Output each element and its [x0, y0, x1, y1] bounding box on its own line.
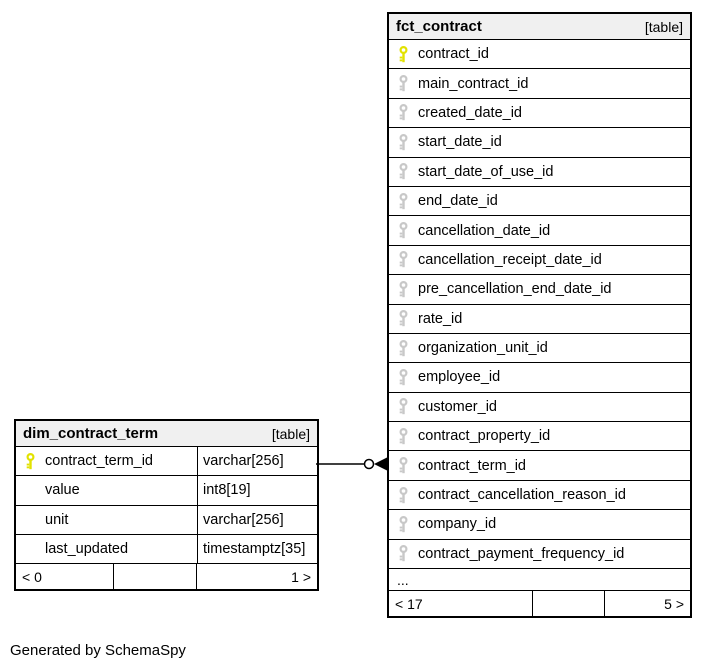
column-name: employee_id	[418, 369, 501, 386]
column-name: cancellation_receipt_date_id	[418, 251, 602, 268]
foreign-key-icon	[397, 428, 410, 445]
footer-child-count: 1 >	[291, 568, 311, 585]
foreign-key-icon	[397, 545, 410, 562]
relationship-arrowhead-icon	[374, 457, 388, 471]
column-row-customer_id	[389, 393, 690, 422]
foreign-key-icon	[397, 516, 410, 533]
foreign-key-icon	[397, 310, 410, 327]
table-title-dim-contract-term[interactable]: dim_contract_term	[23, 425, 159, 442]
column-row-created_date_id	[389, 99, 690, 128]
column-row-start_date_of_use_id	[389, 158, 690, 187]
column-row-company_id	[389, 510, 690, 539]
column-row-pre_cancellation_end_date_id	[389, 275, 690, 304]
foreign-key-icon	[397, 104, 410, 121]
column-row-contract_property_id	[389, 422, 690, 451]
column-row-start_date_id	[389, 128, 690, 157]
column-name: end_date_id	[418, 193, 498, 210]
column-name: start_date_id	[418, 134, 502, 151]
column-name: contract_term_id	[45, 453, 153, 470]
table-type-badge: [table]	[644, 18, 683, 35]
column-name-cell	[16, 476, 198, 504]
foreign-key-icon	[397, 75, 410, 92]
relationship-connector	[316, 444, 388, 484]
footer-parent-count: < 0	[16, 564, 114, 589]
primary-key-icon	[397, 46, 410, 63]
table-header-dim-contract-term[interactable]	[16, 421, 317, 447]
primary-key-icon	[24, 453, 37, 470]
table-node-dim-contract-term[interactable]	[14, 419, 319, 591]
column-name: main_contract_id	[418, 75, 529, 92]
column-name: unit	[45, 511, 69, 528]
foreign-key-icon	[397, 398, 410, 415]
footer-child-count: 5 >	[664, 595, 684, 612]
table-footer-dim-contract-term	[16, 564, 317, 589]
column-name-cell	[16, 535, 198, 563]
column-name-cell	[16, 506, 198, 534]
foreign-key-icon	[397, 369, 410, 386]
column-name: contract_id	[418, 46, 489, 63]
column-row-contract_term_id	[389, 451, 690, 480]
foreign-key-icon	[397, 251, 410, 268]
foreign-key-icon	[397, 193, 410, 210]
relationship-circle-marker	[365, 460, 374, 469]
column-row-value	[16, 476, 317, 505]
column-type: varchar[256]	[203, 453, 284, 470]
column-name: contract_payment_frequency_id	[418, 545, 625, 562]
column-name: rate_id	[418, 310, 463, 327]
column-row-cancellation_date_id	[389, 216, 690, 245]
table-header-fct-contract[interactable]	[389, 14, 690, 40]
column-name: last_updated	[45, 541, 129, 558]
foreign-key-icon	[397, 487, 410, 504]
columns-truncated-ellipsis: ...	[389, 569, 690, 591]
column-row-contract_cancellation_reason_id	[389, 481, 690, 510]
column-row-last_updated	[16, 535, 317, 564]
table-type-badge: [table]	[271, 425, 310, 442]
column-row-end_date_id	[389, 187, 690, 216]
foreign-key-icon	[397, 134, 410, 151]
column-name: created_date_id	[418, 104, 522, 121]
column-name: contract_term_id	[418, 457, 526, 474]
column-name: pre_cancellation_end_date_id	[418, 281, 612, 298]
column-row-organization_unit_id	[389, 334, 690, 363]
foreign-key-icon	[397, 340, 410, 357]
column-row-contract_term_id	[16, 447, 317, 476]
column-row-employee_id	[389, 363, 690, 392]
column-row-contract_id	[389, 40, 690, 69]
column-name: value	[45, 482, 80, 499]
footer-middle-cell	[533, 591, 605, 616]
column-name: contract_cancellation_reason_id	[418, 487, 626, 504]
foreign-key-icon	[397, 281, 410, 298]
column-row-rate_id	[389, 305, 690, 334]
table-node-fct-contract[interactable]	[387, 12, 692, 618]
column-type: timestamptz[35]	[203, 541, 306, 558]
generator-credit: Generated by SchemaSpy	[10, 642, 186, 659]
column-name: contract_property_id	[418, 428, 551, 445]
column-name: start_date_of_use_id	[418, 163, 554, 180]
column-type: varchar[256]	[203, 511, 284, 528]
column-name: customer_id	[418, 398, 497, 415]
column-name-cell	[16, 447, 198, 475]
foreign-key-icon	[397, 457, 410, 474]
column-row-main_contract_id	[389, 69, 690, 98]
table-title-fct-contract[interactable]: fct_contract	[396, 18, 482, 35]
table-footer-fct-contract	[389, 591, 690, 616]
foreign-key-icon	[397, 222, 410, 239]
column-row-contract_payment_frequency_id	[389, 540, 690, 569]
column-name: organization_unit_id	[418, 340, 548, 357]
column-type: int8[19]	[203, 482, 251, 499]
foreign-key-icon	[397, 163, 410, 180]
column-name: company_id	[418, 516, 497, 533]
footer-middle-cell	[114, 564, 197, 589]
column-name: cancellation_date_id	[418, 222, 551, 239]
column-row-cancellation_receipt_date_id	[389, 246, 690, 275]
footer-parent-count: < 17	[389, 591, 533, 616]
column-row-unit	[16, 506, 317, 535]
